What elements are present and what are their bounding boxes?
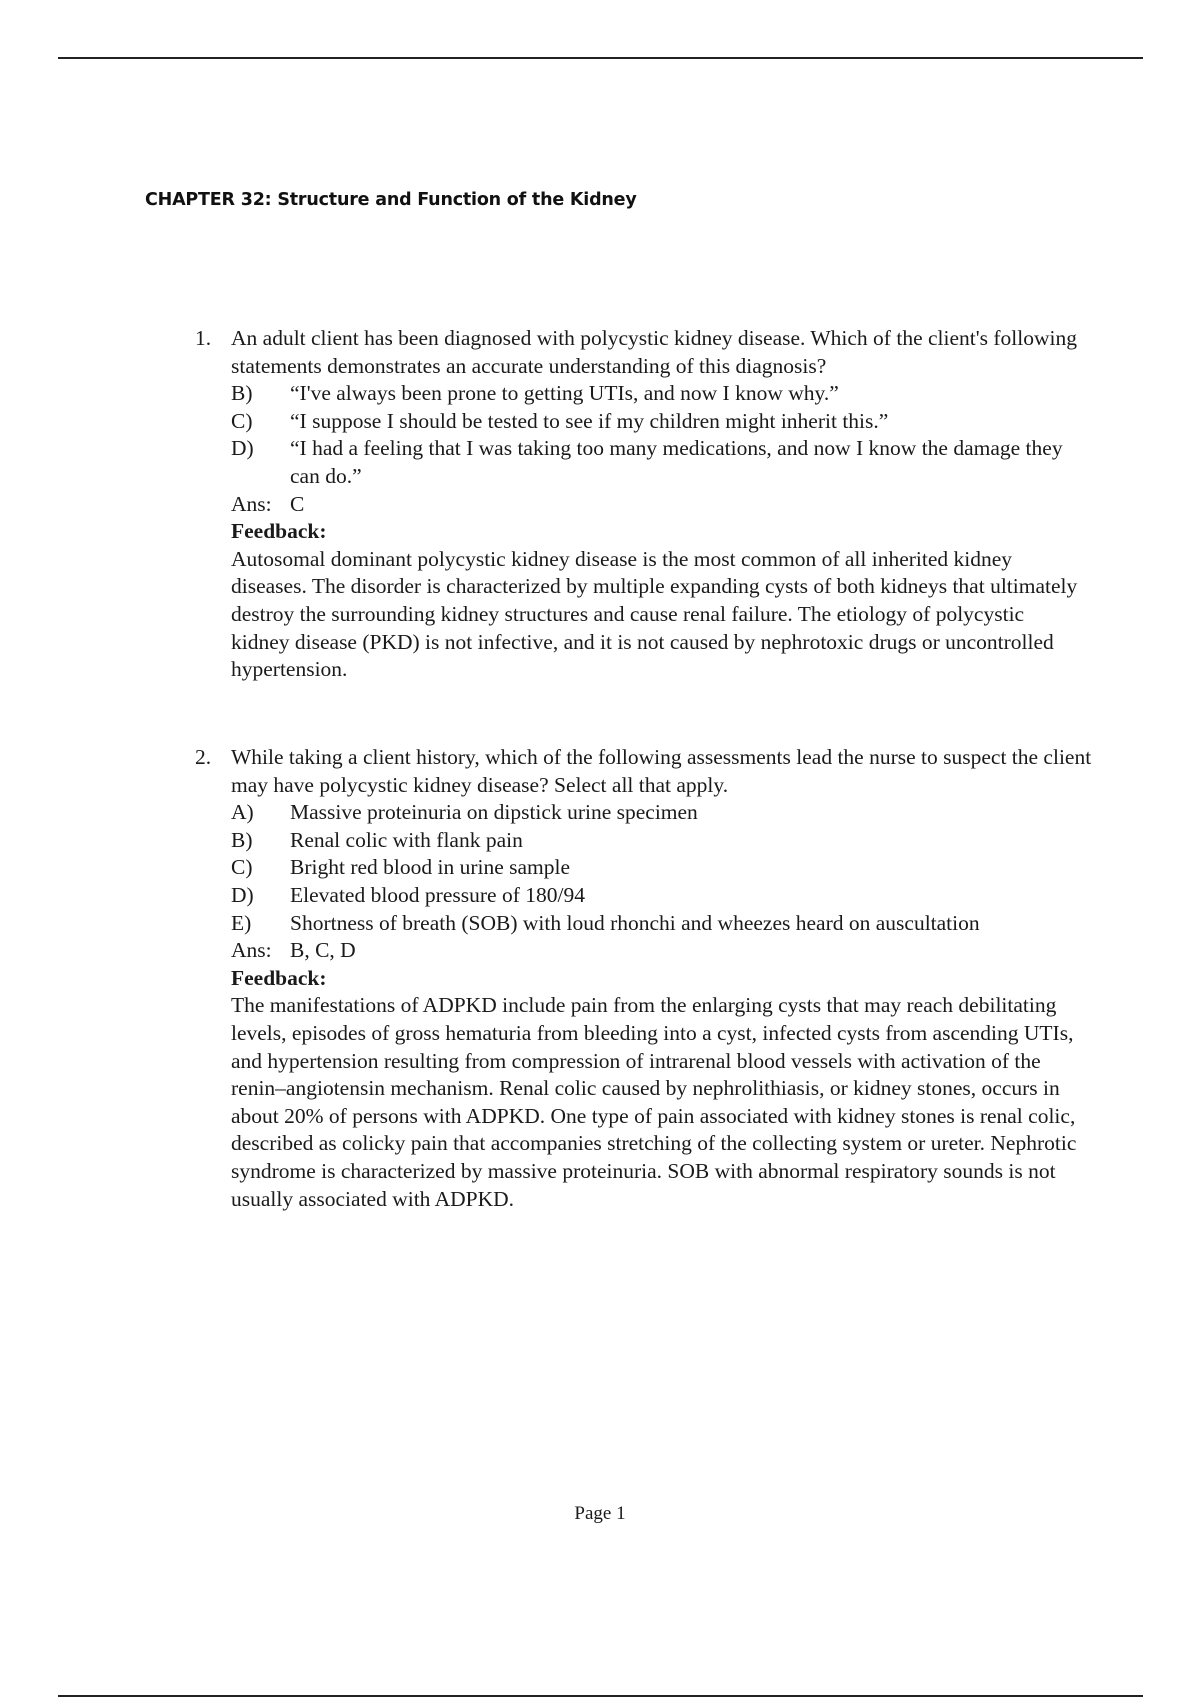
answer-option (195, 799, 1095, 827)
answer-value: C (290, 491, 305, 516)
question-1 (195, 325, 1095, 684)
question-text: While taking a client history, which of the following assessments lead the nurse to suspect the client may have polycystic kidney disease? Select all that apply. (231, 745, 1092, 797)
chapter-title: CHAPTER 32: Structure and Function of the Kidney (145, 190, 637, 210)
option-letter: B) (231, 381, 253, 406)
feedback-label: Feedback: (231, 965, 327, 990)
question-stem (195, 744, 1095, 799)
option-letter: E) (231, 910, 252, 935)
answer-line (195, 937, 1095, 965)
feedback-text: Autosomal dominant polycystic kidney disease is the most common of all inherited kidney diseases. The disorder is characterized by multiple expanding cysts of both kidneys that ultimately destroy the surrounding kidney structures and cause renal failure. The etiology of polycystic kidney disease (PKD) is not infective, and it is not caused by nephrotoxic drugs or uncontrolled hypertension. (231, 546, 1078, 682)
answer-label: Ans: (231, 938, 272, 963)
option-text: “I had a feeling that I was taking too many medications, and now I know the damage they can do.” (290, 436, 1063, 488)
question-number: 1. (195, 326, 212, 350)
answer-option (195, 827, 1095, 855)
answer-option (195, 882, 1095, 910)
question-text: An adult client has been diagnosed with polycystic kidney disease. Which of the client's following statements demonstrates an accurate understanding of this diagnosis? (231, 326, 1077, 378)
option-letter: D) (231, 882, 254, 907)
answer-options (195, 799, 1095, 937)
answer-label: Ans: (231, 491, 272, 516)
bottom-rule (58, 1695, 1143, 1697)
question-stem (195, 325, 1095, 380)
option-letter: C) (231, 408, 253, 433)
answer-line (195, 491, 1095, 519)
page-number: Page 1 (574, 1503, 626, 1524)
feedback-text: The manifestations of ADPKD include pain from the enlarging cysts that may reach debilitating levels, episodes of gross hematuria from bleeding into a cyst, infected cysts from ascending UTIs, and hypertension resulting from compression of intrarenal blood vessels with activation of the renin–angiotensin mechanism. Renal colic caused by nephrolithiasis, or kidney stones, occurs in about 20% of persons with ADPKD. One type of pain associated with kidney stones is renal colic, described as colicky pain that accompanies stretching of the collecting system or ureter. Nephrotic syndrome is characterized by massive proteinuria. SOB with abnormal respiratory sounds is not usually associated with ADPKD. (231, 993, 1077, 1211)
option-text: Shortness of breath (SOB) with loud rhonchi and wheezes heard on auscultation (290, 910, 980, 935)
answer-option (195, 435, 1095, 490)
option-letter: A) (231, 800, 254, 825)
answer-value: B, C, D (290, 938, 356, 963)
option-letter: C) (231, 855, 253, 880)
question-number: 2. (195, 745, 212, 769)
answer-option (195, 380, 1095, 408)
option-text: Massive proteinuria on dipstick urine specimen (290, 800, 698, 825)
answer-option (195, 854, 1095, 882)
answer-options (195, 380, 1095, 490)
feedback-label: Feedback: (231, 519, 327, 544)
question-2 (195, 744, 1095, 1213)
answer-option (195, 910, 1095, 938)
option-text: “I've always been prone to getting UTIs, and now I know why.” (290, 381, 839, 406)
option-text: Bright red blood in urine sample (290, 855, 571, 880)
top-rule (58, 57, 1143, 59)
answer-option (195, 408, 1095, 436)
option-letter: B) (231, 827, 253, 852)
option-text: Elevated blood pressure of 180/94 (290, 882, 585, 907)
option-text: Renal colic with flank pain (290, 827, 523, 852)
option-letter: D) (231, 436, 254, 461)
option-text: “I suppose I should be tested to see if my children might inherit this.” (290, 408, 889, 433)
